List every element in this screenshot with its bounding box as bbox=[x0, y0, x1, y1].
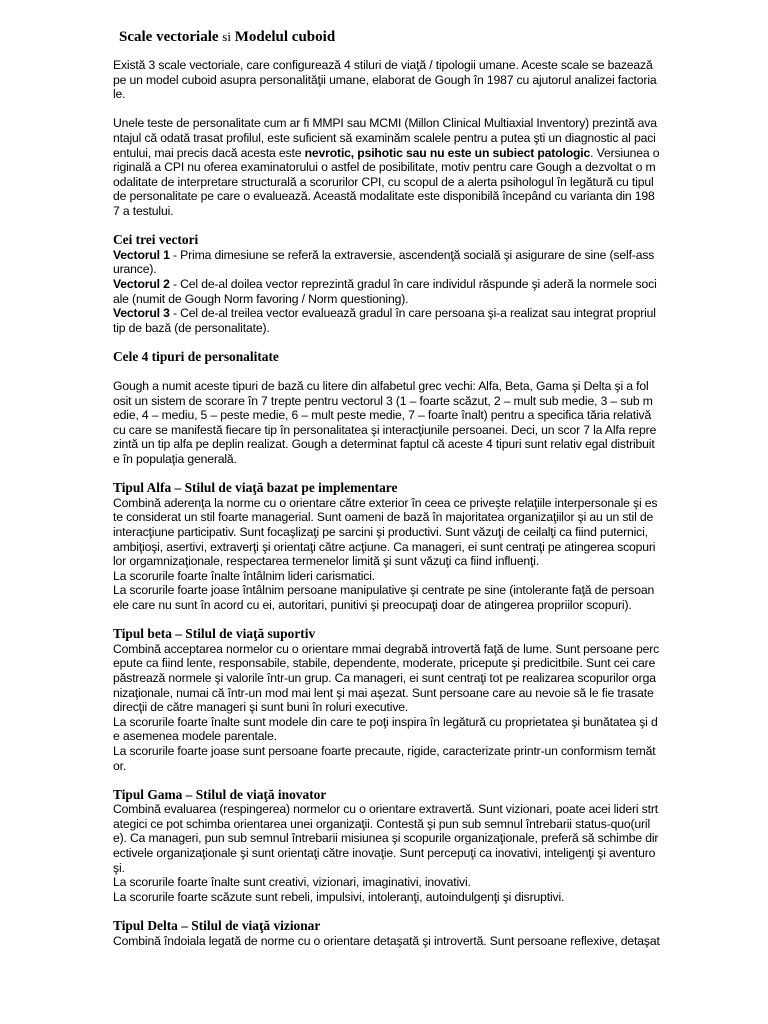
alfa-text: Combină aderenţa la norme cu o orientare către exterior în ceea ce priveşte relaţiile interpersonale şi es te considerat un stil foarte managerial. Sunt oameni de bază în majoritatea organizaţiilor şi au un stil de interacţiune participativ. Sunt focaşlizaţi pe sarcini şi productivi. Sunt văzuţi de ceilalţi ca fiind puternici, ambiţioşi, asertivi, extraverţi şi orientaţi către acţiune. Ca manageri, ei sunt centraţi pe atingerea scopuri lor orgamnizaţionale, respectarea termenelor limită şi sunt văzuţi ca fiind influenţi. La scorurile foarte înalte întâlnim lideri carismatici. La scorurile foarte joase întâlnim persoane manipulative şi centrate pe sine (intolerante faţă de persoan ele care nu sunt în acord cu ei, autoritari, punitivi şi preocupaţi doar de atingerea propriilor scopuri). bbox=[113, 495, 658, 612]
document-body bbox=[113, 28, 718, 963]
delta-section bbox=[113, 919, 718, 948]
beta-text: Combină acceptarea normelor cu o orientare mmai degrabă introvertă faţă de lume. Sunt persoane perc epute ca fiind lente, responsabile, stabile, dependente, moderate, pricepute şi predicitbile. Sunt cei care păstrează normele şi valorile într-un grup. Ca manageri, ei sunt centraţi tot pe realizarea scopurilor orga nizaţionale, numai că într-un mod mai lent şi mai aşezat. Sunt persoane care au nevoie să le fie trasate direcţii de către manageri şi sunt buni în roluri executive. La scorurile foarte înalte sunt modele din care te poţi inspira în legătură cu proprietatea şi bunătatea şi d e asemenea modele parentale. La scorurile foarte joase sunt persoane foarte precaute, rigide, caracterizate printr-un conformism temăt or. bbox=[113, 641, 660, 773]
gama-text: Combină evaluarea (respingerea) normelor cu o orientare extravertă. Sunt vizionari, poate acei lideri strt ategici ce pot schimba orientarea unei organizaţii. Contestă şi pun sub semnul întrebarii status-quo(uril e). Ca manageri, pun sub semnul întrebarii misiunea şi scopurile organizaţionale, preferă să schimbe dir ectivele organizaţionale şi sunt orientaţi către inovaţie. Sunt percepuţi ca inovativi, inteligenţi şi aventuro şi. La scorurile foarte înalte sunt creativi, vizionari, imaginativi, inovativi. La scorurile foarte scăzute sunt rebeli, impulsivi, intoleranţi, autoindulgenţi şi disruptivi. bbox=[113, 802, 659, 904]
types-paragraph: Gough a numit aceste tipuri de bază cu litere din alfabetul grec vechi: Alfa, Beta, Gama şi Delta şi a fol osit un sistem de scorare în 7 trepte pentru vectorul 3 (1 – foarte scăzut, 2 – mult sub medie, 3 – sub m edie, 4 – mediu, 5 – peste medie, 6 – mult peste medie, 7 – foarte înalt) pentru a specifica tăria relativă cu care se manifestă fiecare tip în personalitatea şi interacţiunile persoanei. Deci, un scor 7 la Alfa repre zintă un tip alfa pe deplin realizat. Gough a determinat faptul că aceste 4 tipuri sunt relativ egal distribuit e în populaţia generală. bbox=[113, 379, 657, 467]
vectors-section bbox=[113, 233, 718, 335]
page-title: Scale vectoriale si Modelul cuboid bbox=[119, 29, 336, 45]
types-heading: Cele 4 tipuri de personalitate bbox=[113, 348, 279, 364]
beta-section bbox=[113, 627, 718, 773]
vector-2-item: Vectorul 2 - Cel de-al doilea vector reprezintă gradul în care individul răspunde şi aderă la normele soci ale (numit de Gough Norm favoring / Norm questioning). bbox=[113, 276, 657, 306]
vector-3-item: Vectorul 3 - Cel de-al treilea vector evaluează gradul în care persoana şi-a realizat sau integrat propriul tip de bază (de personalitate). bbox=[113, 306, 656, 335]
gama-section bbox=[113, 788, 718, 905]
alfa-heading: Tipul Alfa – Stilul de viaţă bazat pe implementare bbox=[113, 480, 398, 496]
delta-heading: Tipul Delta – Stilul de viaţă vizionar bbox=[113, 918, 321, 934]
personality-tests-paragraph: Unele teste de personalitate cum ar fi MMPI sau MCMI (Millon Clinical Multiaxial Inventory) prezintă ava ntajul că odată trasat profilul, este suficient să examinăm scalele pentru a putea şti un diagnostic al paci entului, mai precis dacă acesta este nevrotic, psihotic sau nu este un subiect patologic. Versiunea o riginală a CPI nu oferea examinatorului o astfel de posibilitate, motiv pentru care Gough a dezvoltat o m odalitate de interpretare structurală a scorurilor CPI, cu scopul de a alerta psihologul în legătură cu tipul de personalitate pe care o evaluează. Această modalitate este disponibilă începând cu varianta din 198 7 a testului. bbox=[113, 116, 660, 218]
emphasis-text: nevrotic, psihotic sau nu este un subiect patologic bbox=[304, 145, 591, 160]
vectors-heading: Cei trei vectori bbox=[113, 232, 199, 248]
gama-heading: Tipul Gama – Stilul de viaţă inovator bbox=[113, 786, 327, 802]
alfa-section bbox=[113, 481, 718, 612]
beta-heading: Tipul beta – Stilul de viaţă suportiv bbox=[113, 626, 316, 642]
delta-text: Combină îndoiala legată de norme cu o orientare detaşată şi introvertă. Sunt persoane reflexive, detaşat bbox=[113, 933, 660, 948]
vector-1-item: Vectorul 1 - Prima dimesiune se referă la extraversie, ascendenţă socială şi asigurare de sine (self-ass urance). bbox=[113, 247, 655, 277]
intro-paragraph: Există 3 scale vectoriale, care configurează 4 stiluri de viaţă / tipologii umane. Aceste scale se bazează pe un model cuboid asupra personalităţii umane, elaborat de Gough în 1987 cu ajutorul analizei factoria le. bbox=[113, 58, 657, 102]
